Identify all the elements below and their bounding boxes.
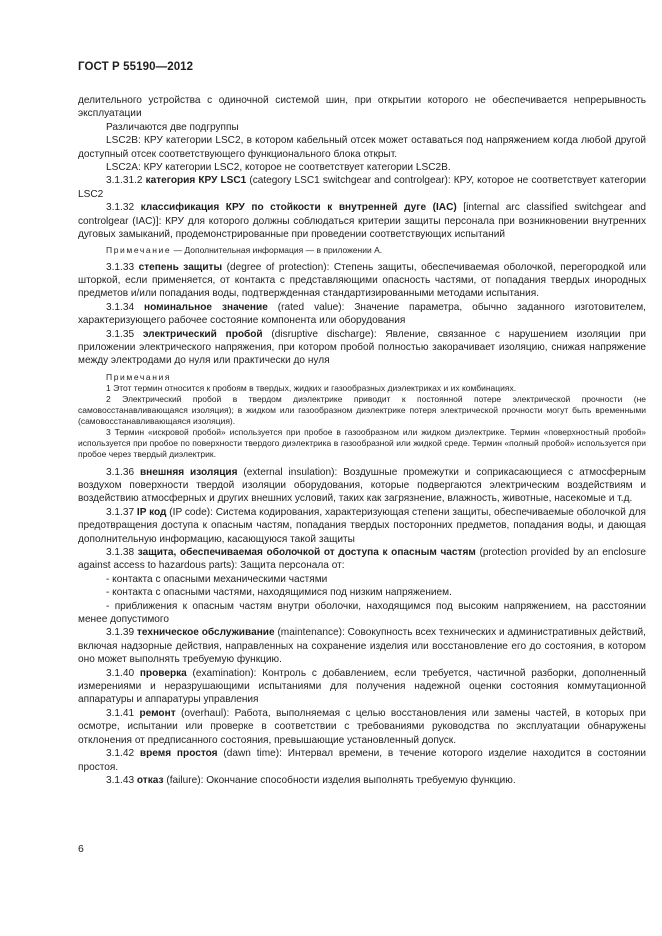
notes-label: Примечания: [106, 371, 172, 382]
term: проверка: [139, 667, 187, 679]
definition-3-1-43: [78, 774, 646, 787]
clause-number: 3.1.43: [106, 774, 135, 786]
paragraph: Различаются две подгруппы: [106, 121, 239, 133]
term: классификация КРУ по стойкости к внутренней дуге (IAC): [140, 202, 457, 214]
note-item: 3 Термин «искровой пробой» используется при пробое в газообразном или жидком диэлектрике. Термин «поверхностный пробой» используется при пробое по поверхности твердого диэлектрика в газообразной или жидкой среде. Термин «полный пробой» используется при пробое через твердый диэлектрик.: [78, 427, 646, 460]
term: ремонт: [139, 707, 176, 719]
clause-number: 3.1.31.2: [106, 175, 143, 187]
term: степень защиты: [138, 261, 223, 273]
definition-3-1-36: [78, 466, 646, 506]
clause-number: 3.1.32: [106, 202, 135, 214]
term: защита, обеспечиваемая оболочкой от доступа к опасным частям: [137, 547, 476, 558]
term: время простоя: [139, 748, 218, 760]
definition-3-1-35: [78, 328, 646, 368]
page-number: 6: [78, 843, 84, 855]
definition-text: (degree of protection): Степень защиты, обеспечиваемая оболочкой, перегородкой или шторкой, если применяется, от контакта с представляющими опасность частями, от попадания твердых инородных предметов и/или попадания воды, подтвержденная стандартизированными методами испытания.: [78, 261, 647, 300]
definition-3-1-32: [78, 201, 646, 241]
definition-3-1-42: [78, 747, 646, 774]
note: [78, 245, 646, 256]
definition-text: (dawn time): Интервал времени, в течение которого изделие находится в состоянии простоя.: [78, 748, 646, 773]
definition-text: (overhaul): Работа, выполняемая с целью восстановления или замены частей, в которых при осмотре, испытании или проверке в соответствии с требованиями руководства по эксплуатации обнаружены отклонения от предписанного состояния, превышающие установленный допуск.: [78, 707, 647, 746]
definition-text: (category LSC1 switchgear and controlgear): КРУ, которое не соответствует категории LSC2: [78, 175, 647, 200]
term: внешняя изоляция: [139, 466, 238, 478]
paragraph: LSC2A: КРУ категории LSC2, которое не соответствует категории LSC2B.: [106, 162, 451, 174]
definition-text: (examination): Контроль с добавлением, если требуется, частичной разборки, дополненный измерениями и неразрушающими испытаниями для получения надежной оценки состояния коммутационной аппаратуры и аппаратуры управления: [78, 667, 646, 706]
definition-text: (failure): Окончание способности изделия выполнять требуемую функцию.: [163, 774, 516, 786]
definition-text: (IP code): Система кодирования, характеризующая степени защиты, обеспечиваемые оболочкой для предотвращения доступа к опасным частям, попадания твердых посторонних предметов, попадания воды, и дающая дополнительную информацию, касающуюся такой защиты: [78, 506, 646, 545]
clause-number: 3.1.35: [106, 328, 135, 340]
clause-number: 3.1.38: [106, 547, 135, 558]
clause-number: 3.1.42: [106, 748, 135, 760]
definition-text: (rated value): Значение параметра, обычно заданного изготовителем, характеризующего рабочее состояние компонента или оборудования: [78, 301, 646, 327]
note-item: 2 Электрический пробой в твердом диэлектрике приводит к постоянной потере электрической прочности (не самовосстанавливающаяся изоляция); в жидком или газообразном диэлектрике потеря электрической прочности могут быть временными (самовосстанавливающаяся изоляция).: [78, 394, 646, 427]
definition-3-1-34: [78, 301, 646, 328]
clause-number: 3.1.37: [106, 506, 135, 518]
term: электрический пробой: [142, 328, 263, 340]
term: IP код: [136, 506, 167, 518]
definition-text: (disruptive discharge): Явление, связанное с нарушением изоляции при приложении электрического напряжения, при котором пробой полностью закорачивает изоляцию, снижая напряжение между электродами до нуля или практически до нуля: [78, 328, 647, 367]
definition-3-1-40: [78, 667, 646, 707]
definition-text: [internal arc classified switchgear and controlgear (IAC)]: КРУ для которого должны соблюдаться критерии защиты персонала при возникновении внутренних дуговых замыканий, продемонстрированные при проведении соответствующих испытаний: [78, 202, 647, 241]
note-label: Примечание: [106, 245, 172, 256]
term: отказ: [136, 774, 164, 786]
list-item: - контакта с опасными механическими частями: [106, 573, 328, 585]
paragraph: LSC2B: КРУ категории LSC2, в котором кабельный отсек может оставаться под напряжением когда любой другой доступный отсек соответствующего функционального блока открыт.: [78, 135, 646, 160]
definition-3-1-33: [78, 261, 646, 301]
definition-text: (protection provided by an enclosure against access to hazardous parts): Защита персонала от:: [78, 547, 646, 572]
note-text: — Дополнительная информация — в приложении А.: [171, 245, 383, 256]
list-item: - приближения к опасным частям внутри оболочки, находящимся под высоким напряжением, на расстоянии менее допустимого: [78, 600, 646, 626]
definition-3-1-41: [78, 707, 646, 747]
term: категория КРУ LSC1: [145, 175, 247, 187]
definition-3-1-37: [78, 506, 646, 546]
definition-text: (maintenance): Совокупность всех технических и административных действий, включая надзорные действия, направленных на сохранение изделия или восстановление его до состояния, в котором оно может выполнять требуемую функцию.: [78, 627, 646, 666]
clause-number: 3.1.41: [106, 707, 135, 719]
note-item: 1 Этот термин относится к пробоям в твердых, жидких и газообразных диэлектриках и их комбинациях.: [106, 382, 517, 393]
notes-block: [78, 372, 646, 461]
definition-text: (external insulation): Воздушные промежутки и соприкасающиеся с атмосферным воздухом поверхности твердой изоляции оборудования, которые подвергаются электрическим воздействиям и воздействию атмосферных и других внешних условий, таких как загрязнение, влажность, животные, насекомые и т.д.: [78, 466, 646, 505]
term: техническое обслуживание: [136, 627, 275, 639]
clause-number: 3.1.36: [106, 466, 135, 478]
term: номинальное значение: [144, 301, 268, 313]
clause-number: 3.1.34: [106, 301, 135, 313]
definition-3-1-31-2: [78, 174, 646, 201]
document-header: ГОСТ Р 55190—2012: [78, 61, 194, 73]
paragraph: делительного устройства с одиночной системой шин, при открытии которого не обеспечивается непрерывность эксплуатации: [78, 95, 646, 120]
definition-3-1-38: [78, 546, 646, 573]
list-item: - контакта с опасными частями, находящимися под низким напряжением.: [106, 587, 452, 599]
clause-number: 3.1.39: [106, 627, 135, 639]
definition-3-1-39: [78, 626, 646, 666]
clause-number: 3.1.40: [106, 667, 135, 679]
clause-number: 3.1.33: [106, 261, 135, 273]
document-body: [78, 94, 646, 787]
